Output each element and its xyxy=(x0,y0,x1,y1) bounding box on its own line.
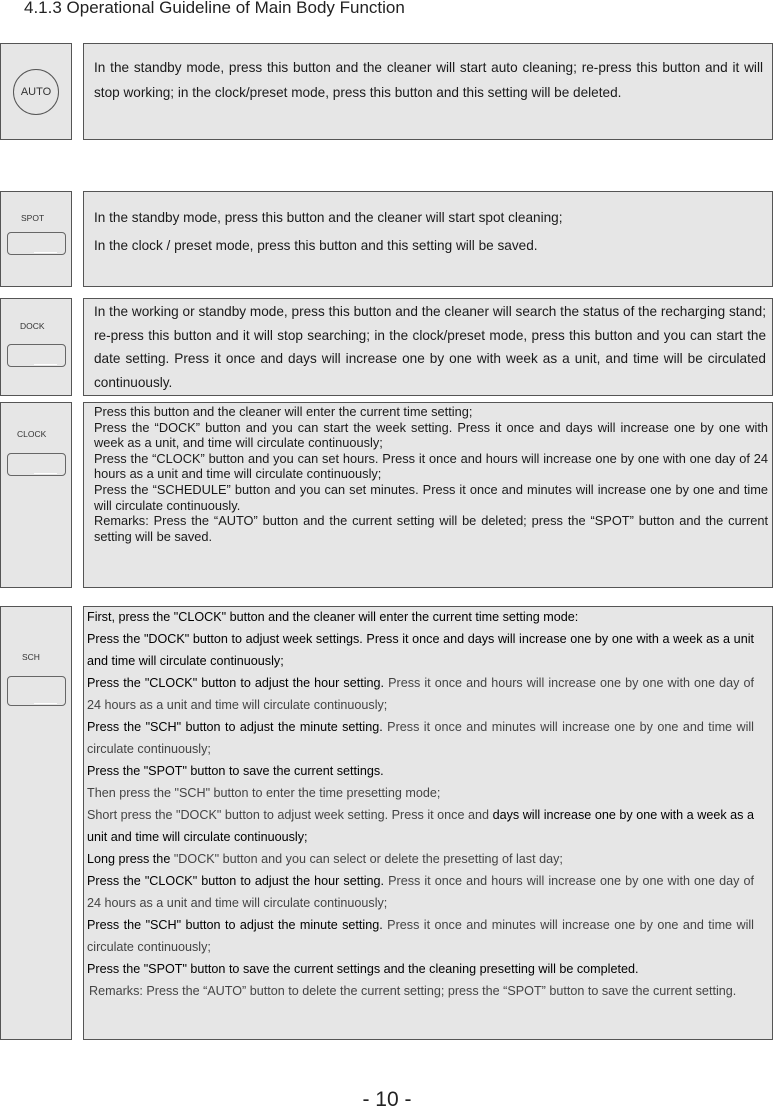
dock-button-panel xyxy=(0,298,72,396)
spot-button-icon xyxy=(7,232,66,255)
clock-remarks: Remarks: Press the “AUTO” button and the current setting will be deleted; press the “SPOT” button and the current setting will be saved. xyxy=(94,513,768,544)
sch-paragraph-4-rest: Press it once and minutes will increase one by one and time will circulate continuously; xyxy=(87,720,754,756)
clock-button-panel xyxy=(0,402,72,588)
sch-paragraph-6: Then press the "SCH" button to enter the time presetting mode; xyxy=(87,786,441,800)
clock-description-box xyxy=(83,402,773,588)
clock-button-label: CLOCK xyxy=(17,429,47,439)
sch-paragraph-7-rest: days will increase one by one with a week as a unit and time will circulate continuously; xyxy=(87,808,754,844)
dock-description-box xyxy=(83,298,773,396)
sch-paragraph-2: Press the "DOCK" button to adjust week settings. Press it once and days will increase one by one with a week as a unit and time will circulate continuously; xyxy=(87,632,754,668)
sch-paragraph-3-rest: Press it once and hours will increase one by one with one day of 24 hours as a unit and time will circulate continuously; xyxy=(87,676,754,712)
sch-paragraph-4 xyxy=(87,716,754,760)
auto-button-label: AUTO xyxy=(20,86,52,98)
sch-paragraph-3-bold: Press the "CLOCK" button to adjust the hour setting. xyxy=(87,676,385,690)
sch-paragraph-7 xyxy=(87,804,754,848)
clock-paragraph-4: Press the “SCHEDULE” button and you can set minutes. Press it once and minutes will increase one by one and time will circulate continuously. xyxy=(94,481,768,513)
sch-paragraph-9-rest: Press it once and hours will increase one by one with one day of 24 hours as a unit and time will circulate continuously; xyxy=(87,874,754,910)
auto-button-icon xyxy=(13,69,59,115)
sch-remarks: Remarks: Press the “AUTO” button to delete the current setting; press the “SPOT” button to save the current setting. xyxy=(89,984,737,998)
clock-button-icon xyxy=(7,453,66,476)
spot-description-line-2: In the clock / preset mode, press this button and this setting will be saved. xyxy=(94,238,538,253)
sch-paragraph-10-bold: Press the "SCH" button to adjust the minute setting. xyxy=(87,918,383,932)
sch-button-panel xyxy=(0,606,72,1040)
sch-paragraph-7-start: Short press the "DOCK" button to adjust week setting. Press it once and xyxy=(87,808,493,822)
sch-paragraph-9-bold: Press the "CLOCK" button to adjust the hour setting. xyxy=(87,874,385,888)
auto-description: In the standby mode, press this button and the cleaner will start auto cleaning; re-press this button and it will stop working; in the clock/preset mode, press this button and this setting will be deleted. xyxy=(94,60,763,100)
sch-paragraph-4-bold: Press the "SCH" button to adjust the minute setting. xyxy=(87,720,383,734)
clock-paragraph-3: Press the “CLOCK” button and you can set hours. Press it once and hours will increase one by one with one day of 24 hours as a unit and time will circulate continuously; xyxy=(94,450,768,482)
sch-paragraph-1: First, press the "CLOCK" button and the cleaner will enter the current time setting mode: xyxy=(87,610,579,624)
spot-description-box xyxy=(83,191,773,287)
sch-paragraph-8-start: Long press the xyxy=(87,852,174,866)
spot-button-label: SPOT xyxy=(21,213,45,223)
spot-description-line-1: In the standby mode, press this button and the cleaner will start spot cleaning; xyxy=(94,210,563,225)
clock-paragraph-1: Press this button and the cleaner will enter the current time setting; xyxy=(94,404,473,419)
dock-button-icon xyxy=(7,344,66,367)
dock-description: In the working or standby mode, press this button and the cleaner will search the status of the recharging stand; re-press this button and it will stop searching; in the clock/preset mode, press this button and you can start the date setting. Press it once and days will increase one by one with week as a unit, and time will be circulated continuously. xyxy=(94,304,766,390)
section-heading: 4.1.3 Operational Guideline of Main Body Function xyxy=(24,0,405,17)
sch-paragraph-9 xyxy=(87,870,754,914)
sch-paragraph-11: Press the "SPOT" button to save the current settings and the cleaning presetting will be completed. xyxy=(87,962,639,976)
page-number: - 10 - xyxy=(362,1088,412,1111)
sch-paragraph-10-rest: Press it once and minutes will increase one by one and time will circulate continuously; xyxy=(87,918,754,954)
dock-button-label: DOCK xyxy=(20,321,45,331)
sch-description-box xyxy=(83,606,773,1040)
sch-paragraph-8-rest: "DOCK" button and you can select or delete the presetting of last day; xyxy=(173,852,563,866)
auto-description-box xyxy=(83,43,773,140)
auto-button-panel xyxy=(0,43,72,140)
sch-paragraph-5: Press the "SPOT" button to save the current settings. xyxy=(87,764,384,778)
clock-paragraph-2: Press the “DOCK” button and you can start the week setting. Press it once and days will increase one by one with week as a unit, and time will circulate continuously; xyxy=(94,419,768,451)
sch-button-label: SCH xyxy=(22,652,40,662)
sch-button-icon xyxy=(7,676,66,706)
spot-button-panel xyxy=(0,191,72,287)
sch-paragraph-3 xyxy=(87,672,754,716)
sch-paragraph-8 xyxy=(87,848,754,870)
sch-paragraph-10 xyxy=(87,914,754,958)
